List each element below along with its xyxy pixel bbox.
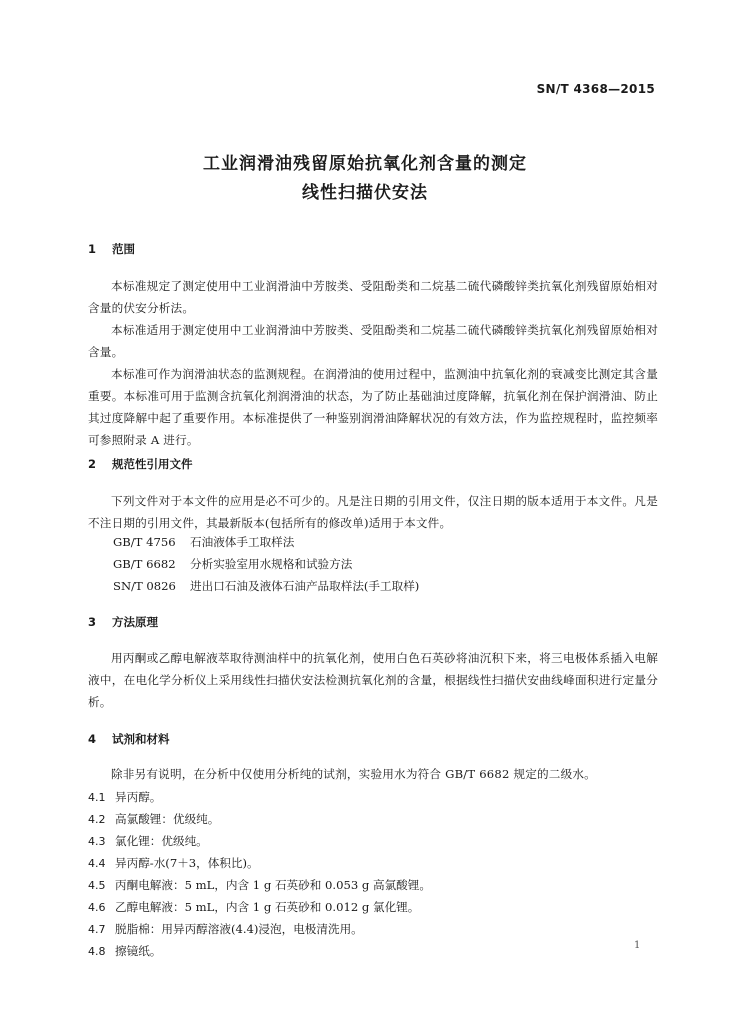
page-number: 1: [634, 940, 641, 951]
section-title: 试剂和材料: [112, 732, 170, 746]
section-heading-normative-references: [88, 456, 193, 472]
section-title: 规范性引用文件: [112, 457, 193, 471]
section-number: 3: [88, 615, 97, 629]
section-heading-principle: [88, 614, 158, 630]
item-text: 擦镜纸。: [115, 944, 162, 958]
paragraph: 本标准适用于测定使用中工业润滑油中芳胺类、受阻酚类和二烷基二硫代磷酸锌类抗氧化剂残留原始相对含量。: [88, 323, 658, 359]
item-number: 4.7: [88, 923, 106, 936]
list-item: [88, 921, 363, 937]
item-text: 丙酮电解液：5 mL，内含 1 g 石英砂和 0.053 g 高氯酸锂。: [115, 878, 431, 892]
reference-code: GB/T 4756: [113, 535, 176, 549]
section-heading-reagents: [88, 731, 170, 747]
document-title-line1: 工业润滑油残留原始抗氧化剂含量的测定: [203, 154, 527, 174]
standard-code: SN/T 4368—2015: [536, 82, 655, 96]
reference-title: 进出口石油及液体石油产品取样法(手工取样): [190, 579, 420, 593]
item-text: 高氯酸锂：优级纯。: [115, 812, 220, 826]
item-text: 氯化锂：优级纯。: [115, 834, 208, 848]
list-item: [88, 789, 161, 805]
item-number: 4.4: [88, 857, 106, 870]
reference-title: 石油液体手工取样法: [190, 535, 295, 549]
item-number: 4.6: [88, 901, 106, 914]
reference-code: SN/T 0826: [113, 579, 176, 593]
item-number: 4.5: [88, 879, 106, 892]
item-number: 4.8: [88, 945, 106, 958]
paragraph: 用丙酮或乙醇电解液萃取待测油样中的抗氧化剂，使用白色石英砂将油沉积下来，将三电极体系插入电解液中，在电化学分析仪上采用线性扫描伏安法检测抗氧化剂的含量，根据线性扫描伏安曲线峰面积进行定量分析。: [88, 651, 658, 709]
paragraph: 除非另有说明，在分析中仅使用分析纯的试剂，实验用水为符合 GB/T 6682 规定的二级水。: [111, 767, 596, 781]
item-text: 脱脂棉：用异丙醇溶液(4.4)浸泡，电极清洗用。: [115, 922, 363, 936]
item-number: 4.1: [88, 791, 106, 804]
section-number: 1: [88, 242, 97, 256]
list-item: [88, 877, 431, 893]
list-item: [88, 811, 219, 827]
section-number: 2: [88, 457, 97, 471]
item-text: 乙醇电解液：5 mL，内含 1 g 石英砂和 0.012 g 氯化锂。: [115, 900, 420, 914]
reference-item: [113, 556, 352, 572]
paragraph: 本标准规定了测定使用中工业润滑油中芳胺类、受阻酚类和二烷基二硫代磷酸锌类抗氧化剂残留原始相对含量的伏安分析法。: [88, 279, 658, 315]
list-item: [88, 855, 259, 871]
item-number: 4.2: [88, 813, 106, 826]
section-number: 4: [88, 732, 97, 746]
item-number: 4.3: [88, 835, 106, 848]
list-item: [88, 833, 208, 849]
section-heading-scope: [88, 241, 135, 257]
item-text: 异丙醇-水(7＋3，体积比)。: [115, 856, 259, 870]
list-item: [88, 899, 419, 915]
paragraph: 本标准可作为润滑油状态的监测规程。在润滑油的使用过程中，监测油中抗氧化剂的衰减变比测定其含量重要。本标准可用于监测含抗氧化剂润滑油的状态，为了防止基础油过度降解，抗氧化剂在保护润滑油、防止其过度降解中起了重要作用。本标准提供了一种鉴别润滑油降解状况的有效方法，作为监控规程时，监控频率可参照附录 A 进行。: [88, 367, 658, 447]
document-title-line2: 线性扫描伏安法: [302, 183, 428, 203]
paragraph: 下列文件对于本文件的应用是必不可少的。凡是注日期的引用文件，仅注日期的版本适用于本文件。凡是不注日期的引用文件，其最新版本(包括所有的修改单)适用于本文件。: [88, 494, 658, 530]
reference-code: GB/T 6682: [113, 557, 176, 571]
list-item: [88, 943, 161, 959]
item-text: 异丙醇。: [115, 790, 162, 804]
reference-item: [113, 534, 294, 550]
section-title: 范围: [112, 242, 135, 256]
reference-item: [113, 578, 419, 594]
section-title: 方法原理: [112, 615, 158, 629]
reference-title: 分析实验室用水规格和试验方法: [190, 557, 353, 571]
